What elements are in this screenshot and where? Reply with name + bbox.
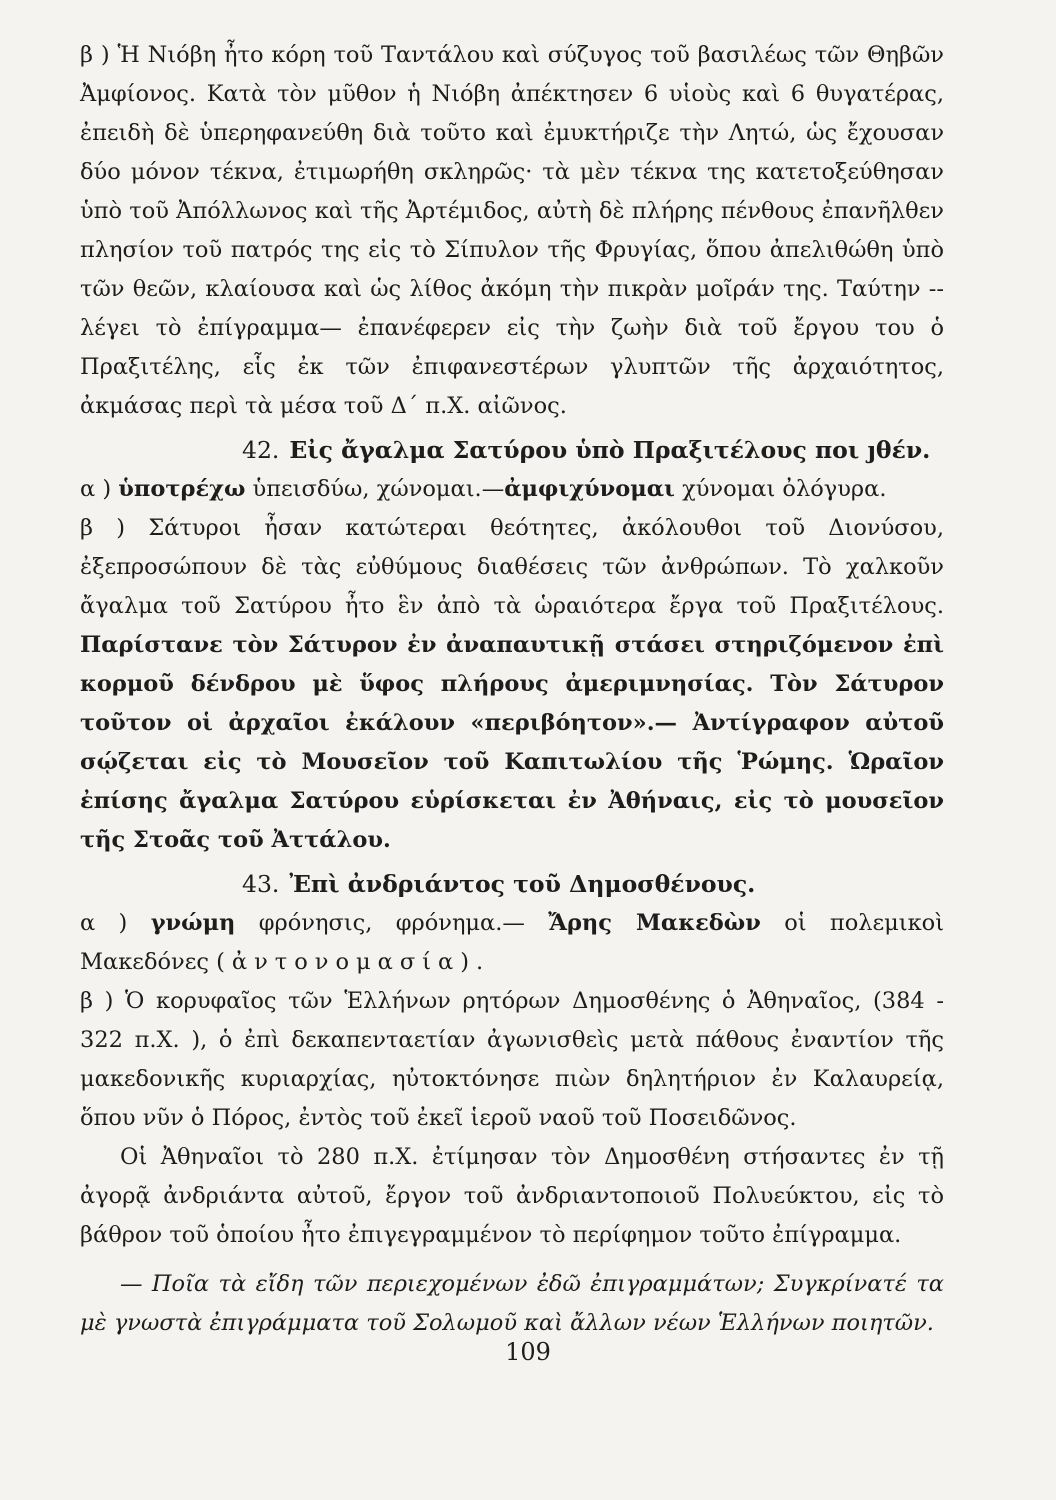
section-42-commentary: [80, 509, 944, 860]
gloss-term: γνώμη: [150, 910, 236, 936]
gloss-prefix: α ): [80, 910, 128, 936]
page-number: 109: [505, 1338, 551, 1366]
section-43-title: Ἐπὶ ἀνδριάντος τοῦ Δημοσθένους.: [289, 870, 756, 898]
gloss-definition: οἱ πολεμικοὶ Μακεδόνες: [80, 910, 945, 975]
section-42-title: Εἰς ἄγαλμα Σατύρου ὑπὸ Πραξιτέλους ποι ȷθέν.: [289, 436, 931, 464]
commentary-bold-text: Παρίστανε τὸν Σάτυρον ἐν ἀναπαυτικῇ στάσει στηριζόμενον ἐπὶ κορμοῦ δένδρου μὲ ὕφος πλήρους ἀμεριμνησίας. Τὸν Σάτυρον τοῦτον οἱ ἀρχαῖοι ἐκάλουν «περιβόητον».— Ἀντίγραφον αὐτοῦ σῴζεται εἰς τὸ Μουσεῖον τοῦ Καπιτωλίου τῆς Ῥώμης. Ὡραῖον ἐπίσης ἄγαλμα Σατύρου εὑρίσκεται ἐν Ἀθήναις, εἰς τὸ μουσεῖον τῆς Στοᾶς τοῦ Ἀττάλου.: [80, 632, 944, 853]
gloss-prefix: α ): [80, 476, 112, 502]
gloss-term: ὑποτρέχω: [118, 476, 246, 502]
gloss-term: Ἄρης Μακεδὼν: [548, 910, 761, 936]
section-43-glossary: [80, 904, 944, 982]
paragraph-niobe: β ) Ἡ Νιόβη ἦτο κόρη τοῦ Ταντάλου καὶ σύζυγος τοῦ βασιλέως τῶν Θηβῶν Ἀμφίονος. Κατὰ τὸν μῦθον ἡ Νιόβη ἀπέκτησεν 6 υἱοὺς καὶ 6 θυγατέρας, ἐπειδὴ δὲ ὑπερηφανεύθη διὰ τοῦτο καὶ ἐμυκτήριζε τὴν Λητώ, ὡς ἔχουσαν δύο μόνον τέκνα, ἐτιμωρήθη σκληρῶς· τὰ μὲν τέκνα της κατετοξεύθησαν ὑπὸ τοῦ Ἀπόλλωνος καὶ τῆς Ἀρτέμιδος, αὐτὴ δὲ πλήρης πένθους ἐπανῆλθεν πλησίον τοῦ πατρός της εἰς τὸ Σίπυλον τῆς Φρυγίας, ὅπου ἀπελιθώθη ὑπὸ τῶν θεῶν, κλαίουσα καὶ ὡς λίθος ἀκόμη τὴν πικρὰν μοῖράν της. Ταύτην -- λέγει τὸ ἐπίγραμμα— ἐπανέφερεν εἰς τὴν ζωὴν διὰ τοῦ ἔργου του ὁ Πραξιτέλης, εἷς ἐκ τῶν ἐπιφανεστέρων γλυπτῶν τῆς ἀρχαιότητος, ἀκμάσας περὶ τὰ μέσα τοῦ Δ΄ π.Χ. αἰῶνος.: [80, 42, 944, 419]
section-42-heading: [80, 430, 944, 470]
gloss-term: ἀμφιχύνομαι: [504, 476, 675, 502]
study-question: — Ποῖα τὰ εἴδη τῶν περιεχομένων ἐδῶ ἐπιγραμμάτων; Συγκρίνατέ τα μὲ γνωστὰ ἐπιγράμματα τοῦ Σολωμοῦ καὶ ἄλλων νέων Ἑλλήνων ποιητῶν.: [80, 1271, 944, 1336]
section-43-number: 43.: [242, 870, 280, 898]
section-43-commentary: β ) Ὁ κορυφαῖος τῶν Ἑλλήνων ρητόρων Δημοσθένης ὁ Ἀθηναῖος, (384 - 322 π.Χ. ), ὁ ἐπὶ δεκαπενταετίαν ἀγωνισθεὶς μετὰ πάθους ἐναντίον τῆς μακεδονικῆς κυριαρχίας, ηὐτοκτόνησε πιὼν δηλητήριον ἐν Καλαυρείᾳ, ὅπου νῦν ὁ Πόρος, ἐντὸς τοῦ ἐκεῖ ἱεροῦ ναοῦ τοῦ Ποσειδῶνος.: [80, 988, 944, 1131]
gloss-note: (ἀντονομασία).: [216, 949, 491, 975]
section-43-statue-paragraph: Οἱ Ἀθηναῖοι τὸ 280 π.Χ. ἐτίμησαν τὸν Δημοσθένη στήσαντες ἐν τῇ ἀγορᾷ ἀνδριάντα αὐτοῦ, ἔργον τοῦ ἀνδριαντοποιοῦ Πολυεύκτου, εἰς τὸ βάθρον τοῦ ὁποίου ἦτο ἐπιγεγραμμένον τὸ περίφημον τοῦτο ἐπίγραμμα.: [80, 1144, 944, 1248]
commentary-text: β ) Σάτυροι ἦσαν κατώτεραι θεότητες, ἀκόλουθοι τοῦ Διονύσου, ἐξεπροσώπουν δὲ τὰς εὐθύμους διαθέσεις τῶν ἀνθρώπων. Τὸ χαλκοῦν ἄγαλμα τοῦ Σατύρου ἦτο ἓν ἀπὸ τὰ ὡραιότερα ἔργα τοῦ Πραξιτέλους.: [80, 515, 944, 619]
section-42-glossary: [80, 470, 944, 509]
section-42-number: 42.: [242, 436, 280, 464]
gloss-definition: φρόνησις, φρόνημα.—: [258, 910, 525, 936]
section-43-heading: [80, 864, 944, 904]
gloss-definition: χύνομαι ὀλόγυρα.: [682, 476, 887, 502]
gloss-definition: ὑπεισδύω, χώνομαι.—: [252, 476, 505, 502]
